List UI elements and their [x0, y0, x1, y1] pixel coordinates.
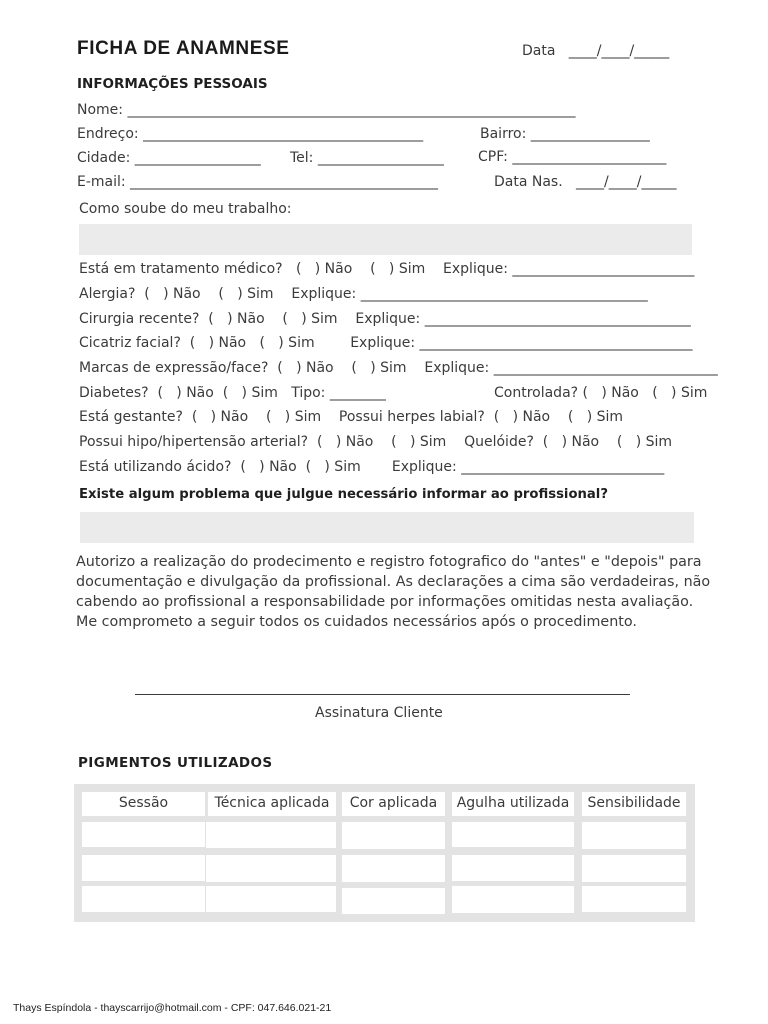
table-cell	[82, 855, 205, 881]
diabetes-controlled-question: Controlada? ( ) Não ( ) Sim	[494, 385, 708, 401]
column-header: Sensibilidade	[582, 792, 686, 816]
acid-question: Está utilizando ácido? ( ) Não ( ) Sim Explique: _____________________________	[79, 459, 665, 475]
pigments-table	[74, 784, 695, 922]
signature-label: Assinatura Cliente	[315, 705, 443, 721]
column-header: Agulha utilizada	[452, 792, 574, 816]
table-cell	[582, 822, 686, 849]
signature-line	[135, 694, 630, 695]
pregnancy-question: Está gestante? ( ) Não ( ) Sim Possui herpes labial? ( ) Não ( ) Sim	[79, 409, 624, 425]
table-cell	[342, 855, 445, 882]
city-field: Cidade: __________________	[77, 150, 261, 166]
table-cell	[342, 822, 445, 849]
footer-text: Thays Espíndola - thayscarrijo@hotmail.com - CPF: 047.646.021-21	[13, 1002, 332, 1014]
address-field: Endreço: ________________________________________	[77, 126, 424, 142]
surgery-question: Cirurgia recente? ( ) Não ( ) Sim Explique: ______________________________________	[79, 311, 691, 327]
problem-answer-box	[80, 512, 694, 543]
scar-question: Cicatriz facial? ( ) Não ( ) Sim Explique: _______________________________________	[79, 335, 693, 351]
table-cell	[452, 886, 574, 913]
form-title: FICHA DE ANAMNESE	[77, 38, 290, 59]
name-field: Nome: ________________________________________________________________	[77, 102, 576, 118]
referral-question: Como soube do meu trabalho:	[79, 201, 292, 217]
cpf-field: CPF: ______________________	[478, 149, 667, 165]
personal-info-heading: INFORMAÇÕES PESSOAIS	[77, 76, 268, 92]
table-cell	[206, 886, 336, 912]
table-cell	[82, 886, 205, 912]
table-cell	[582, 855, 686, 882]
treatment-question: Está em tratamento médico? ( ) Não ( ) Sim Explique: __________________________	[79, 261, 695, 277]
allergy-question: Alergia? ( ) Não ( ) Sim Explique: _________________________________________	[79, 286, 648, 302]
table-cell	[342, 888, 445, 914]
referral-answer-box	[79, 224, 692, 255]
birth-date-field: Data Nas. ____/____/_____	[494, 174, 677, 190]
authorization-text	[76, 552, 716, 632]
authorization-line: cabendo ao profissional a responsabilidade por informações omitidas nesta avaliação.	[76, 594, 694, 610]
table-cell	[206, 822, 336, 848]
table-cell	[206, 855, 336, 882]
table-cell	[82, 822, 205, 847]
table-cell	[452, 822, 574, 847]
neighborhood-field: Bairro: _________________	[480, 126, 650, 142]
authorization-line: Autorizo a realização do prodecimento e registro fotografico do "antes" e "depois" para	[76, 554, 702, 570]
column-header: Sessão	[82, 792, 205, 816]
expression-marks-question: Marcas de expressão/face? ( ) Não ( ) Sim Explique: ________________________________	[79, 360, 718, 376]
problem-question: Existe algum problema que julgue necessário informar ao profissional?	[79, 487, 608, 502]
diabetes-question: Diabetes? ( ) Não ( ) Sim Tipo: ________	[79, 385, 386, 401]
phone-field: Tel: __________________	[290, 150, 444, 166]
authorization-line: documentação e divulgação da profissional. As declarações a cima são verdadeiras, não	[76, 574, 711, 590]
hypertension-question: Possui hipo/hipertensão arterial? ( ) Não ( ) Sim Quelóide? ( ) Não ( ) Sim	[79, 434, 673, 450]
email-field: E-mail: ____________________________________________	[77, 174, 439, 190]
pigments-heading: PIGMENTOS UTILIZADOS	[78, 755, 273, 771]
date-field: Data ____/____/_____	[522, 43, 670, 59]
table-cell	[452, 855, 574, 881]
authorization-line: Me comprometo a seguir todos os cuidados necessários após o procedimento.	[76, 614, 637, 630]
table-cell	[582, 886, 686, 912]
column-header: Cor aplicada	[342, 792, 445, 816]
column-header: Técnica aplicada	[208, 792, 336, 816]
